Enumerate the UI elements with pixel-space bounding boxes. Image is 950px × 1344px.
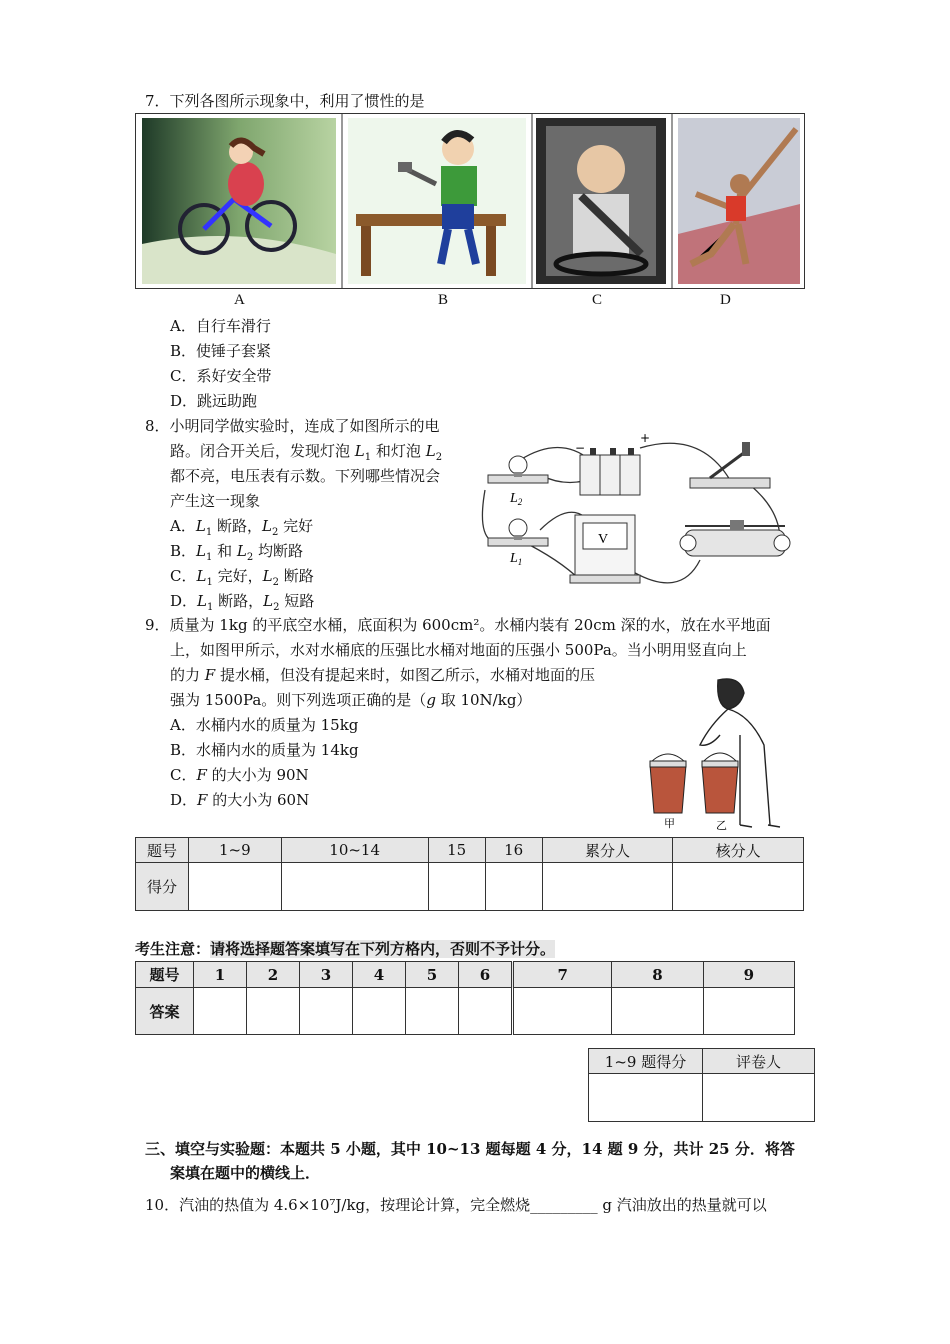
- picture-a-cyclist: [142, 118, 336, 284]
- answer-cell[interactable]: [406, 988, 459, 1035]
- score-header-label: 题号: [136, 838, 189, 863]
- battery-icon: [575, 431, 650, 495]
- q8-line-4: 产生这一现象: [170, 492, 261, 510]
- picture-b-hammer: [348, 118, 526, 284]
- score-header-accumulator: 累分人: [542, 838, 673, 863]
- answer-cell[interactable]: [703, 988, 794, 1035]
- label-yi: 乙: [716, 819, 727, 832]
- svg-text:+: +: [640, 431, 651, 445]
- label-l1: $L_1$: [510, 551, 523, 567]
- answer-header-1: 1: [194, 962, 247, 988]
- score-header-16: 16: [485, 838, 542, 863]
- score-cell[interactable]: [542, 863, 673, 911]
- bucket-yi-icon: [702, 753, 738, 813]
- q8-option-d: D．$L_1$ 断路，$L_2$ 短路: [170, 592, 315, 613]
- answer-header-9: 9: [703, 962, 794, 988]
- score-row-label: 得分: [136, 863, 189, 911]
- q8-line-2: 路。闭合开关后，发现灯泡 $L_1$ 和灯泡 $L_2$: [170, 442, 443, 463]
- q7-option-c: C．系好安全带: [170, 367, 272, 385]
- answer-header-7: 7: [513, 962, 612, 988]
- answer-cell[interactable]: [612, 988, 703, 1035]
- bulb-l1-icon: [488, 519, 548, 546]
- score-header-checker: 核分人: [673, 838, 804, 863]
- q9-option-a: A．水桶内水的质量为 15kg: [170, 716, 359, 734]
- q7-option-d: D．跳远助跑: [170, 392, 258, 410]
- q8-option-c: C．$L_1$ 完好，$L_2$ 断路: [170, 567, 314, 588]
- bucket-jia-icon: [650, 754, 686, 813]
- section-3-heading-cont: 案填在题中的横线上．: [170, 1164, 321, 1182]
- label-jia: 甲: [664, 817, 675, 830]
- score-cell[interactable]: [189, 863, 282, 911]
- section-3-heading: 三、填空与实验题：本题共 5 小题，其中 10~13 题每题 4 分，14 题 9 分，共计 25 分．将答: [145, 1140, 795, 1158]
- q8-circuit-figure: [480, 430, 810, 595]
- score-header-10-14: 10~14: [281, 838, 428, 863]
- answer-cell[interactable]: [353, 988, 406, 1035]
- score-cell[interactable]: [428, 863, 485, 911]
- q10-line-1: 10．汽油的热值为 4.6×10⁷J/kg，按理论计算，完全燃烧_________ g 汽油放出的热量就可以: [145, 1196, 767, 1214]
- score-cell[interactable]: [281, 863, 428, 911]
- picture-label-c: C: [592, 292, 603, 308]
- grader-header-score: 1~9 题得分: [589, 1049, 703, 1074]
- label-l2: $L_2$: [510, 491, 523, 507]
- q9-option-d: D．F 的大小为 60N: [170, 791, 310, 809]
- q9-bucket-figure: [640, 675, 790, 835]
- picture-d-long-jump: [678, 118, 800, 284]
- picture-label-d: D: [720, 292, 731, 308]
- q8-line-3: 都不亮，电压表有示数。下列哪些情况会: [170, 467, 441, 485]
- answer-notice: 考生注意：请将选择题答案填写在下列方格内，否则不予计分。: [135, 940, 556, 958]
- answer-cell[interactable]: [513, 988, 612, 1035]
- answer-cell[interactable]: [300, 988, 353, 1035]
- svg-text:V: V: [598, 532, 609, 547]
- picture-c-seatbelt: [536, 118, 666, 284]
- grader-cell[interactable]: [589, 1074, 703, 1122]
- grader-cell[interactable]: [703, 1074, 815, 1122]
- grader-table: [588, 1048, 815, 1122]
- q9-line-4: 强为 1500Pa。则下列选项正确的是（g 取 10N/kg）: [170, 691, 532, 709]
- q9-line-2: 上，如图甲所示，水对水桶底的压强比水桶对地面的压强小 500Pa。当小明用竖直向上: [170, 641, 747, 659]
- answer-table: [135, 961, 795, 1035]
- q7-figure-strip: [135, 113, 805, 289]
- q8-option-a: A．$L_1$ 断路，$L_2$ 完好: [170, 517, 314, 538]
- answer-header-3: 3: [300, 962, 353, 988]
- svg-text:−: −: [575, 441, 586, 455]
- score-cell[interactable]: [673, 863, 804, 911]
- rheostat-icon: [680, 520, 790, 556]
- switch-icon: [690, 442, 770, 488]
- q9-line-3: 的力 F 提水桶，但没有提起来时，如图乙所示，水桶对地面的压: [170, 666, 595, 684]
- grader-header-reviewer: 评卷人: [703, 1049, 815, 1074]
- q7-option-a: A．自行车滑行: [170, 317, 271, 335]
- q9-option-c: C．F 的大小为 90N: [170, 766, 309, 784]
- answer-header-8: 8: [612, 962, 703, 988]
- q7-stem: 7．下列各图所示现象中，利用了惯性的是: [145, 92, 425, 110]
- answer-cell[interactable]: [194, 988, 247, 1035]
- picture-label-b: B: [438, 292, 449, 308]
- voltmeter-icon: [570, 515, 640, 583]
- answer-header-4: 4: [353, 962, 406, 988]
- q9-line-1: 9．质量为 1kg 的平底空水桶，底面积为 600cm²。水桶内装有 20cm 深的水，放在水平地面: [145, 616, 771, 634]
- answer-cell[interactable]: [247, 988, 300, 1035]
- answer-header-5: 5: [406, 962, 459, 988]
- answer-cell[interactable]: [459, 988, 513, 1035]
- answer-row-label: 答案: [136, 988, 194, 1035]
- q9-option-b: B．水桶内水的质量为 14kg: [170, 741, 359, 759]
- q8-option-b: B．$L_1$ 和 $L_2$ 均断路: [170, 542, 304, 563]
- score-cell[interactable]: [485, 863, 542, 911]
- bulb-l2-icon: [488, 456, 548, 483]
- answer-header-6: 6: [459, 962, 513, 988]
- answer-header-2: 2: [247, 962, 300, 988]
- score-header-15: 15: [428, 838, 485, 863]
- score-table: [135, 837, 804, 911]
- picture-label-a: A: [234, 292, 245, 308]
- answer-header-label: 题号: [136, 962, 194, 988]
- score-header-1-9: 1~9: [189, 838, 282, 863]
- q7-option-b: B．使锤子套紧: [170, 342, 272, 360]
- q8-line-1: 8．小明同学做实验时，连成了如图所示的电: [145, 417, 440, 435]
